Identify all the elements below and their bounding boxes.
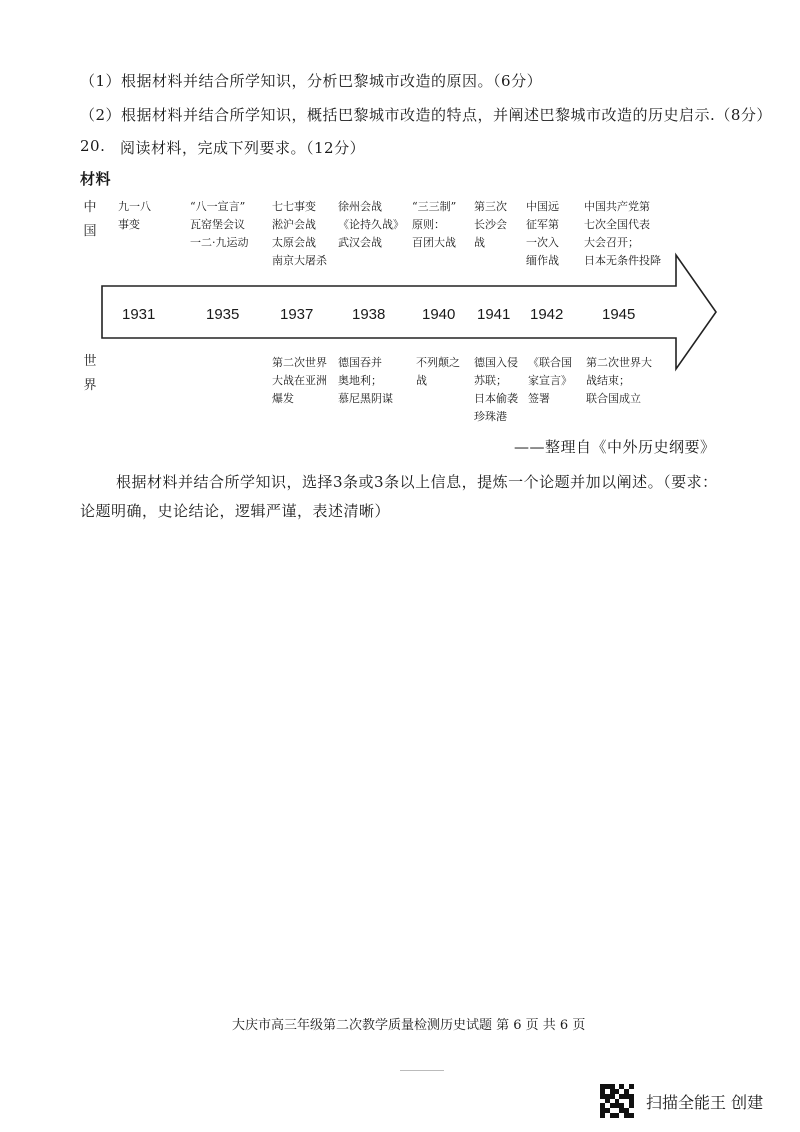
event-line: 征军第 bbox=[526, 218, 559, 231]
page-footer: 大庆市高三年级第二次教学质量检测历史试题 第 6 页 共 6 页 bbox=[232, 1018, 586, 1033]
china-label-char: 国 bbox=[83, 224, 97, 239]
event-line: 大会召开； bbox=[584, 236, 639, 249]
event-line: 第二次世界 bbox=[272, 356, 327, 369]
event-line: 奥地利； bbox=[338, 374, 382, 387]
event-line: 百团大战 bbox=[412, 236, 456, 249]
event-line: 长沙会 bbox=[474, 218, 507, 231]
event-line: 《联合国 bbox=[528, 356, 572, 369]
event-line: 事变 bbox=[118, 218, 140, 231]
world-label-char: 世 bbox=[83, 354, 97, 369]
event-line: 战 bbox=[474, 236, 485, 249]
china-event-1938 bbox=[338, 198, 404, 252]
task-line-1: 根据材料并结合所学知识，选择3条或3条以上信息，提炼一个论题并加以阐述。（要求： bbox=[116, 473, 718, 491]
china-event-1942 bbox=[526, 198, 559, 270]
china-event-1940 bbox=[412, 198, 456, 252]
china-label-char: 中 bbox=[83, 200, 97, 215]
event-line: “三三制” bbox=[412, 200, 457, 213]
year-1940: 1940 bbox=[422, 306, 456, 323]
event-line: 慕尼黑阴谋 bbox=[338, 392, 393, 405]
qr-code-icon bbox=[600, 1084, 634, 1118]
event-line: 中国远 bbox=[526, 200, 559, 213]
world-event-1945 bbox=[586, 354, 652, 408]
event-line: 珍珠港 bbox=[474, 410, 507, 423]
question-2: （2）根据材料并结合所学知识，概括巴黎城市改造的特点，并阐述巴黎城市改造的历史启示.（8分） bbox=[80, 106, 772, 124]
question-1: （1）根据材料并结合所学知识，分析巴黎城市改造的原因。（6分） bbox=[80, 72, 543, 90]
event-line: 家宣言》 bbox=[528, 374, 572, 387]
year-1935: 1935 bbox=[206, 306, 240, 323]
world-label-char: 界 bbox=[83, 378, 97, 393]
year-1938: 1938 bbox=[352, 306, 386, 323]
year-1945: 1945 bbox=[602, 306, 636, 323]
china-event-1931 bbox=[118, 198, 151, 234]
year-1937: 1937 bbox=[280, 306, 314, 323]
event-line: 七次全国代表 bbox=[584, 218, 650, 231]
world-event-1938 bbox=[338, 354, 393, 408]
china-event-1935 bbox=[190, 198, 249, 252]
event-line: 签署 bbox=[528, 392, 550, 405]
year-1941: 1941 bbox=[477, 306, 511, 323]
event-line: 缅作战 bbox=[526, 254, 559, 267]
event-line: 《论持久战》 bbox=[338, 218, 404, 231]
event-line: 瓦窑堡会议 bbox=[190, 218, 245, 231]
event-line: 武汉会战 bbox=[338, 236, 382, 249]
event-line: 七七事变 bbox=[272, 200, 316, 213]
event-line: 德国吞并 bbox=[338, 356, 382, 369]
year-1942: 1942 bbox=[530, 306, 564, 323]
material-label: 材料 bbox=[80, 170, 112, 188]
year-1931: 1931 bbox=[122, 306, 156, 323]
world-event-1941 bbox=[474, 354, 518, 426]
world-event-1942 bbox=[528, 354, 572, 408]
event-line: 太原会战 bbox=[272, 236, 316, 249]
event-line: 原则： bbox=[412, 218, 445, 231]
event-line: 德国入侵 bbox=[474, 356, 518, 369]
question-20-text: 阅读材料，完成下列要求。（12分） bbox=[120, 139, 366, 157]
event-line: 第三次 bbox=[474, 200, 507, 213]
event-line: 淞沪会战 bbox=[272, 218, 316, 231]
event-line: 战 bbox=[416, 374, 427, 387]
event-line: 战结束； bbox=[586, 374, 630, 387]
question-20-number: 20. bbox=[80, 137, 106, 155]
event-line: “八一宣言” bbox=[190, 200, 246, 213]
scanner-watermark: 扫描全能王 创建 bbox=[646, 1093, 764, 1112]
event-line: 第二次世界大 bbox=[586, 356, 652, 369]
event-line: 一次入 bbox=[526, 236, 559, 249]
event-line: 苏联； bbox=[474, 374, 507, 387]
china-event-1945 bbox=[584, 198, 661, 270]
material-source: ——整理自《中外历史纲要》 bbox=[514, 438, 716, 456]
event-line: 日本偷袭 bbox=[474, 392, 518, 405]
event-line: 九一八 bbox=[118, 200, 151, 213]
event-line: 大战在亚洲 bbox=[272, 374, 327, 387]
event-line: 一二·九运动 bbox=[190, 236, 249, 249]
divider bbox=[400, 1070, 444, 1071]
event-line: 爆发 bbox=[272, 392, 294, 405]
event-line: 日本无条件投降 bbox=[584, 254, 661, 267]
world-event-1937 bbox=[272, 354, 327, 408]
event-line: 徐州会战 bbox=[338, 200, 382, 213]
task-line-2: 论题明确，史论结论，逻辑严谨，表述清晰） bbox=[80, 502, 391, 520]
event-line: 不列颠之 bbox=[416, 356, 460, 369]
event-line: 南京大屠杀 bbox=[272, 254, 327, 267]
china-event-1937 bbox=[272, 198, 327, 270]
world-event-1940 bbox=[416, 354, 460, 390]
china-event-1941 bbox=[474, 198, 507, 252]
event-line: 联合国成立 bbox=[586, 392, 641, 405]
event-line: 中国共产党第 bbox=[584, 200, 650, 213]
